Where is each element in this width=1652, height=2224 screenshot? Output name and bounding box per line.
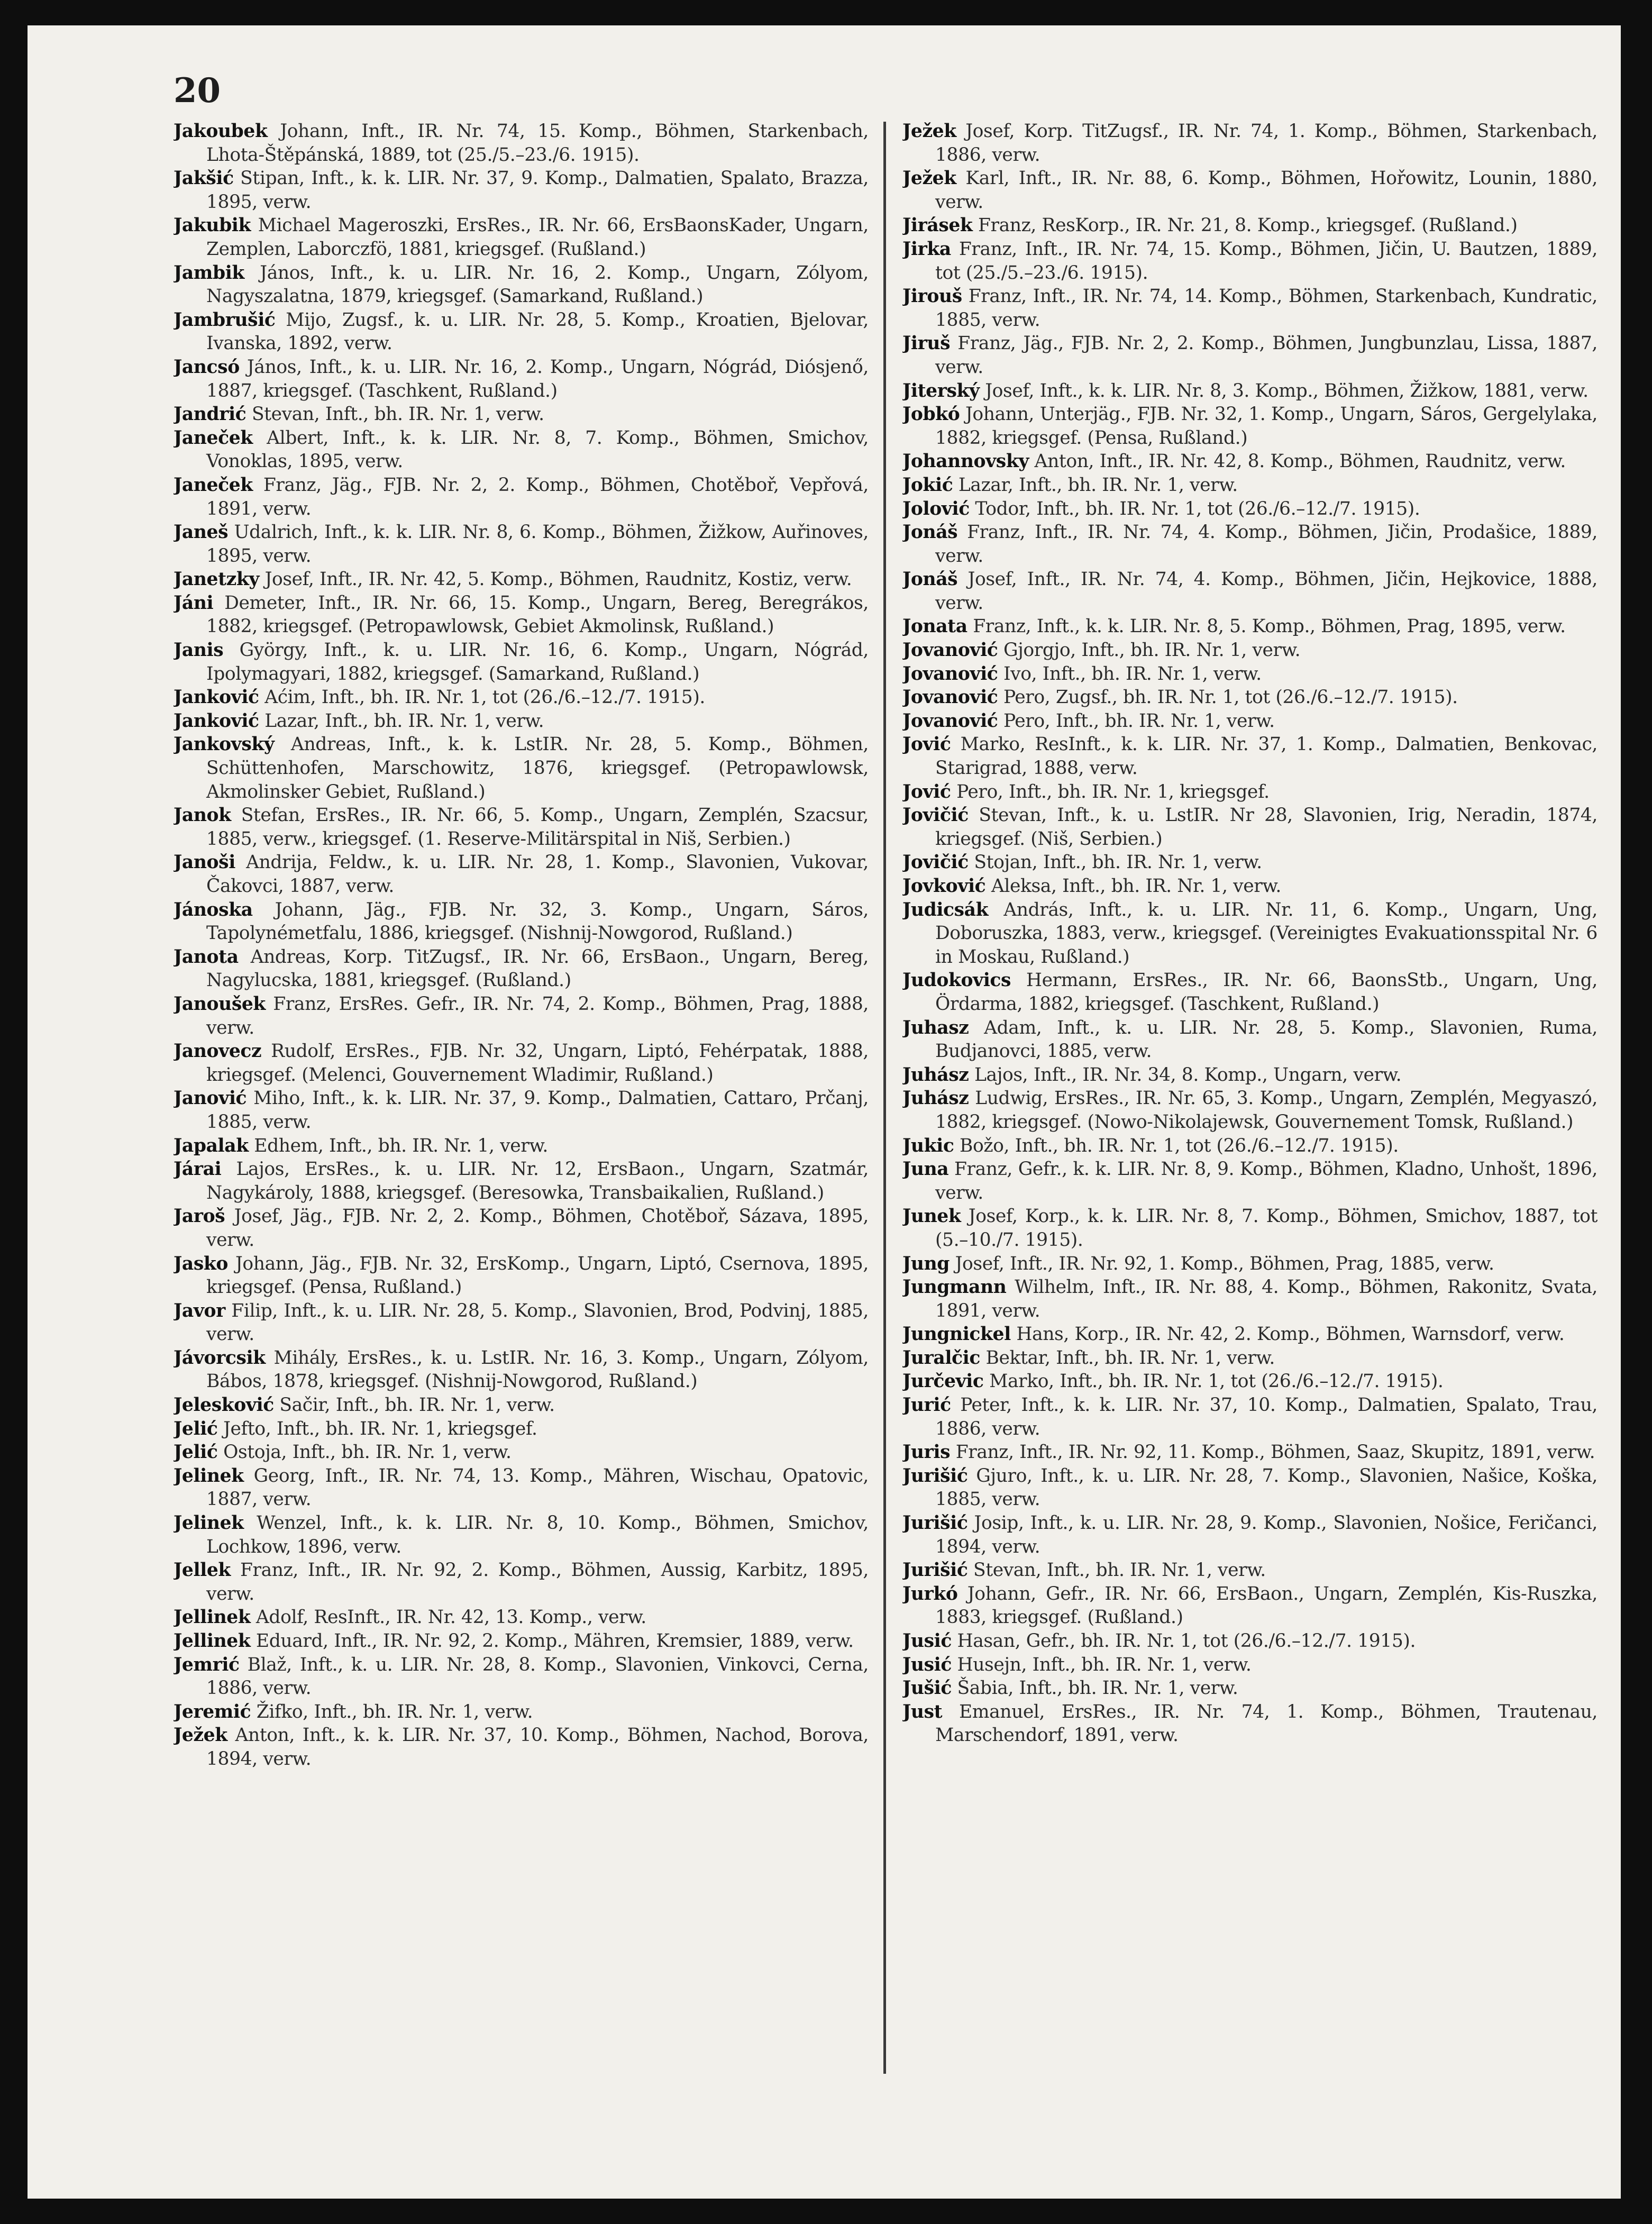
entry-details: Josef, Inft., IR. Nr. 42, 5. Komp., Böhmen, Raudnitz, Kostiz, verw. xyxy=(259,569,852,590)
entry-details: Josef, Inft., IR. Nr. 74, 4. Komp., Böhmen, Jičin, Hejkovice, 1888, verw. xyxy=(935,569,1598,614)
entry-details: Franz, Inft., k. k. LIR. Nr. 8, 5. Komp., Böhmen, Prag, 1895, verw. xyxy=(967,616,1566,637)
list-entry xyxy=(902,1676,1598,1700)
list-entry xyxy=(174,521,869,568)
list-entry xyxy=(902,568,1598,615)
entry-surname: Johannovsky xyxy=(902,451,1029,472)
list-entry xyxy=(174,1252,869,1299)
entry-details: Ivo, Inft., bh. IR. Nr. 1, verw. xyxy=(998,663,1262,685)
entry-surname: Jambik xyxy=(174,262,244,284)
list-entry xyxy=(174,1606,869,1629)
entry-details: Johann, Inft., IR. Nr. 74, 15. Komp., Böhmen, Starkenbach, Lhota-Štěpánská, 1889, tot (25./5.–23./6. 1915). xyxy=(206,121,869,166)
list-entry xyxy=(902,615,1598,639)
list-entry xyxy=(902,120,1598,167)
entry-surname: Jambrušić xyxy=(174,309,276,331)
list-entry xyxy=(902,332,1598,379)
entry-details: György, Inft., k. u. LIR. Nr. 16, 6. Komp., Ungarn, Nógrád, Ipolymagyari, 1882, kriegsgef. (Samarkand, Rußland.) xyxy=(206,640,869,685)
entry-details: Filip, Inft., k. u. LIR. Nr. 28, 5. Komp., Slavonien, Brod, Podvinj, 1885, verw. xyxy=(206,1300,869,1345)
entry-surname: Judokovics xyxy=(902,970,1011,991)
entry-surname: Judicsák xyxy=(902,899,989,920)
list-entry xyxy=(902,780,1598,804)
entry-details: Stefan, ErsRes., IR. Nr. 66, 5. Komp., Ungarn, Zemplén, Szacsur, 1885, verw., kriegsgef. (1. Reserve-Militärspital in Niš, Serbien.) xyxy=(206,805,869,850)
list-entry xyxy=(902,1370,1598,1393)
list-entry xyxy=(174,851,869,898)
list-entry xyxy=(902,1323,1598,1346)
list-entry xyxy=(902,1157,1598,1205)
list-entry xyxy=(174,1134,869,1158)
entry-details: Lazar, Inft., bh. IR. Nr. 1, verw. xyxy=(953,474,1238,496)
entry-details: Miho, Inft., k. k. LIR. Nr. 37, 9. Komp., Dalmatien, Cattaro, Prčanj, 1885, verw. xyxy=(206,1088,869,1133)
entry-surname: Jakubik xyxy=(174,215,251,236)
entry-details: Johann, Jäg., FJB. Nr. 32, ErsKomp., Ungarn, Liptó, Csernova, 1895, kriegsgef. (Pensa, Rußland.) xyxy=(206,1253,869,1298)
entry-details: Franz, Inft., IR. Nr. 92, 11. Komp., Böhmen, Saaz, Skupitz, 1891, verw. xyxy=(950,1442,1595,1463)
list-entry xyxy=(902,662,1598,686)
entry-details: Udalrich, Inft., k. k. LIR. Nr. 8, 6. Komp., Böhmen, Žižkow, Auřinoves, 1895, verw. xyxy=(206,522,869,567)
entry-surname: Jusić xyxy=(902,1654,952,1675)
entry-surname: Junek xyxy=(902,1206,961,1227)
list-entry xyxy=(902,1252,1598,1276)
entry-details: Andreas, Inft., k. k. LstIR. Nr. 28, 5. Komp., Böhmen, Schüttenhofen, Marschowitz, 1876, kriegsgef. (Petropawlowsk, Akmolinsker Gebiet, Rußland.) xyxy=(206,734,869,803)
list-entry xyxy=(902,379,1598,403)
right-column xyxy=(902,120,1598,1747)
list-entry xyxy=(174,167,869,214)
entry-details: Emanuel, ErsRes., IR. Nr. 74, 1. Komp., Böhmen, Trautenau, Marschendorf, 1891, verw. xyxy=(935,1701,1598,1746)
entry-surname: Juris xyxy=(902,1442,951,1463)
list-entry xyxy=(174,1464,869,1511)
entry-surname: Jelesković xyxy=(174,1394,274,1416)
list-entry xyxy=(902,521,1598,568)
entry-details: Andrija, Feldw., k. u. LIR. Nr. 28, 1. Komp., Slavonien, Vukovar, Čakovci, 1887, verw. xyxy=(206,852,869,897)
entry-details: Josef, Jäg., FJB. Nr. 2, 2. Komp., Böhmen, Chotěboř, Sázava, 1895, verw. xyxy=(206,1206,869,1251)
entry-surname: Jirka xyxy=(902,238,951,260)
list-entry xyxy=(174,403,869,426)
entry-details: Pero, Inft., bh. IR. Nr. 1, verw. xyxy=(998,710,1275,732)
entry-surname: Jeremić xyxy=(174,1701,251,1722)
entry-details: Sačir, Inft., bh. IR. Nr. 1, verw. xyxy=(273,1394,555,1416)
entry-surname: Juhasz xyxy=(902,1017,969,1038)
list-entry xyxy=(174,1724,869,1771)
entry-surname: Jellek xyxy=(174,1560,231,1581)
entry-details: Wenzel, Inft., k. k. LIR. Nr. 8, 10. Komp., Böhmen, Smichov, Lochkow, 1896, verw. xyxy=(206,1512,869,1557)
entry-surname: Juhász xyxy=(902,1064,969,1086)
list-entry xyxy=(902,403,1598,450)
entry-surname: Jonata xyxy=(902,616,968,637)
entry-details: Michael Mageroszki, ErsRes., IR. Nr. 66, ErsBaonsKader, Ungarn, Zemplen, Laborczfö, 1881, kriegsgef. (Rußland.) xyxy=(206,215,869,260)
entry-surname: Janis xyxy=(174,640,224,661)
entry-surname: Jušić xyxy=(902,1678,952,1699)
list-entry xyxy=(902,214,1598,238)
entry-surname: Ježek xyxy=(902,121,956,142)
entry-details: Anton, Inft., k. k. LIR. Nr. 37, 10. Komp., Böhmen, Nachod, Borova, 1894, verw. xyxy=(206,1725,869,1770)
entry-surname: Jiterský xyxy=(902,380,980,402)
list-entry xyxy=(902,450,1598,473)
list-entry xyxy=(174,214,869,261)
entry-details: Albert, Inft., k. k. LIR. Nr. 8, 7. Komp., Böhmen, Smichov, Vonoklas, 1895, verw. xyxy=(206,427,869,472)
entry-details: Gjorgjo, Inft., bh. IR. Nr. 1, verw. xyxy=(998,640,1301,661)
entry-details: Rudolf, ErsRes., FJB. Nr. 32, Ungarn, Liptó, Fehérpatak, 1888, kriegsgef. (Melenci, Gouvernement Wladimir, Rußland.) xyxy=(206,1041,869,1086)
list-entry xyxy=(174,1417,869,1441)
entry-surname: Javor xyxy=(174,1300,225,1321)
entry-surname: Janoši xyxy=(174,852,235,873)
list-entry xyxy=(902,1441,1598,1464)
entry-surname: Jungmann xyxy=(902,1277,1007,1298)
entry-surname: Jobkó xyxy=(902,404,960,425)
entry-details: Husejn, Inft., bh. IR. Nr. 1, verw. xyxy=(951,1654,1252,1675)
list-entry xyxy=(902,285,1598,332)
list-entry xyxy=(174,733,869,804)
list-entry xyxy=(902,969,1598,1016)
list-entry xyxy=(174,898,869,945)
entry-details: Šabia, Inft., bh. IR. Nr. 1, verw. xyxy=(951,1678,1238,1699)
list-entry xyxy=(902,1629,1598,1653)
entry-details: Lazar, Inft., bh. IR. Nr. 1, verw. xyxy=(259,710,544,732)
entry-surname: Jurkó xyxy=(902,1583,958,1605)
entry-surname: Jusić xyxy=(902,1630,952,1652)
entry-details: Anton, Inft., IR. Nr. 42, 8. Komp., Böhmen, Raudnitz, verw. xyxy=(1028,451,1566,472)
entry-details: Franz, Inft., IR. Nr. 74, 4. Komp., Böhmen, Jičin, Prodašice, 1889, verw. xyxy=(935,522,1598,567)
entry-details: Stevan, Inft., bh. IR. Nr. 1, verw. xyxy=(968,1560,1266,1581)
entry-surname: Janeček xyxy=(174,474,253,496)
entry-details: János, Inft., k. u. LIR. Nr. 16, 2. Komp., Ungarn, Zólyom, Nagyszalatna, 1879, kriegsgef. (Samarkand, Rußland.) xyxy=(206,262,869,307)
entry-details: Ludwig, ErsRes., IR. Nr. 65, 3. Komp., Ungarn, Zemplén, Megyaszó, 1882, kriegsgef. (Nowo-Nikolajewsk, Gouvernement Tomsk, Rußland.) xyxy=(935,1088,1598,1133)
entry-details: Franz, Inft., IR. Nr. 74, 14. Komp., Böhmen, Starkenbach, Kundratic, 1885, verw. xyxy=(935,286,1598,331)
entry-surname: Jelić xyxy=(174,1442,218,1463)
list-entry xyxy=(902,1393,1598,1441)
entry-surname: Janota xyxy=(174,946,239,968)
list-entry xyxy=(902,1464,1598,1511)
list-entry xyxy=(174,1511,869,1558)
list-entry xyxy=(902,1275,1598,1323)
list-entry xyxy=(174,804,869,851)
list-entry xyxy=(902,167,1598,214)
entry-surname: Jurišić xyxy=(902,1465,968,1487)
entry-details: Wilhelm, Inft., IR. Nr. 88, 4. Komp., Böhmen, Rakonitz, Svata, 1891, verw. xyxy=(935,1277,1598,1321)
entry-details: Hans, Korp., IR. Nr. 42, 2. Komp., Böhmen, Warnsdorf, verw. xyxy=(1010,1324,1565,1345)
list-entry xyxy=(902,497,1598,521)
entry-details: Pero, Inft., bh. IR. Nr. 1, kriegsgef. xyxy=(951,781,1270,803)
entry-surname: Just xyxy=(902,1701,943,1722)
entry-surname: Jávorcsik xyxy=(174,1347,266,1369)
list-entry xyxy=(902,1346,1598,1370)
list-entry xyxy=(902,1700,1598,1747)
entry-details: Franz, Jäg., FJB. Nr. 2, 2. Komp., Böhmen, Chotěboř, Vepřová, 1891, verw. xyxy=(206,474,869,519)
page-number: 20 xyxy=(174,71,221,111)
entry-surname: Janeček xyxy=(174,427,253,449)
entry-details: Blaž, Inft., k. u. LIR. Nr. 28, 8. Komp., Slavonien, Vinkovci, Cerna, 1886, verw. xyxy=(206,1654,869,1699)
list-entry xyxy=(174,1205,869,1252)
entry-details: Franz, Gefr., k. k. LIR. Nr. 8, 9. Komp., Böhmen, Kladno, Unhošt, 1896, verw. xyxy=(935,1159,1598,1204)
entry-surname: Jović xyxy=(902,781,951,803)
list-entry xyxy=(902,1582,1598,1629)
list-entry xyxy=(174,1441,869,1464)
entry-details: Stipan, Inft., k. k. LIR. Nr. 37, 9. Komp., Dalmatien, Spalato, Brazza, 1895, verw. xyxy=(206,168,869,213)
entry-surname: Jirásek xyxy=(902,215,973,236)
entry-details: Johann, Unterjäg., FJB. Nr. 32, 1. Komp., Ungarn, Sáros, Gergelylaka, 1882, kriegsgef. (Pensa, Rußland.) xyxy=(935,404,1598,449)
entry-details: Franz, ResKorp., IR. Nr. 21, 8. Komp., kriegsgef. (Rußland.) xyxy=(972,215,1518,236)
list-entry xyxy=(174,308,869,356)
list-entry xyxy=(174,591,869,639)
entry-surname: Janovecz xyxy=(174,1041,262,1062)
entry-surname: Jovičić xyxy=(902,852,969,873)
entry-details: Božo, Inft., bh. IR. Nr. 1, tot (26./6.–12./7. 1915). xyxy=(954,1135,1399,1156)
entry-surname: Jellinek xyxy=(174,1630,251,1652)
entry-details: Johann, Gefr., IR. Nr. 66, ErsBaon., Ungarn, Zemplén, Kis-Ruszka, 1883, kriegsgef. (Rußland.) xyxy=(935,1583,1598,1628)
entry-surname: Jakšić xyxy=(174,168,234,189)
entry-details: Andreas, Korp. TitZugsf., IR. Nr. 66, ErsBaon., Ungarn, Bereg, Nagylucska, 1881, kriegsgef. (Rußland.) xyxy=(206,946,869,991)
entry-details: Johann, Jäg., FJB. Nr. 32, 3. Komp., Ungarn, Sáros, Tapolynémetfalu, 1886, kriegsgef. (Nishnij-Nowgorod, Rußland.) xyxy=(206,899,869,944)
entry-details: Mihály, ErsRes., k. u. LstIR. Nr. 16, 3. Komp., Ungarn, Zólyom, Bábos, 1878, kriegsgef. (Nishnij-Nowgorod, Rußland.) xyxy=(206,1347,869,1392)
entry-details: Georg, Inft., IR. Nr. 74, 13. Komp., Mähren, Wischau, Opatovic, 1887, verw. xyxy=(206,1465,869,1510)
entry-details: Adam, Inft., k. u. LIR. Nr. 28, 5. Komp., Slavonien, Ruma, Budjanovci, 1885, verw. xyxy=(935,1017,1598,1062)
list-entry xyxy=(174,639,869,686)
list-entry xyxy=(174,1087,869,1134)
entry-surname: Jovanović xyxy=(902,710,998,732)
list-entry xyxy=(902,1087,1598,1134)
list-entry xyxy=(902,804,1598,851)
entry-surname: Jović xyxy=(902,734,951,755)
list-entry xyxy=(902,733,1598,780)
list-entry xyxy=(902,639,1598,662)
entry-details: Lajos, ErsRes., k. u. LIR. Nr. 12, ErsBaon., Ungarn, Szatmár, Nagykároly, 1888, kriegsgef. (Beresowka, Transbaikalien, Rußland.) xyxy=(206,1159,869,1204)
list-entry xyxy=(174,473,869,521)
entry-surname: Járai xyxy=(174,1159,222,1180)
entry-surname: Jovković xyxy=(902,876,986,897)
list-entry xyxy=(174,426,869,473)
entry-details: Pero, Zugsf., bh. IR. Nr. 1, tot (26./6.–12./7. 1915). xyxy=(998,687,1458,708)
entry-details: Mijo, Zugsf., k. u. LIR. Nr. 28, 5. Komp., Kroatien, Bjelovar, Ivanska, 1892, verw. xyxy=(206,309,869,354)
list-entry xyxy=(174,1653,869,1700)
entry-surname: Jovičić xyxy=(902,805,969,826)
list-entry xyxy=(902,1511,1598,1558)
entry-surname: Jovanović xyxy=(902,640,998,661)
list-entry xyxy=(902,709,1598,733)
list-entry xyxy=(174,356,869,403)
list-entry xyxy=(174,1157,869,1205)
entry-surname: Jakoubek xyxy=(174,121,268,142)
entry-details: Franz, ErsRes. Gefr., IR. Nr. 74, 2. Komp., Böhmen, Prag, 1888, verw. xyxy=(206,993,869,1038)
entry-details: Peter, Inft., k. k. LIR. Nr. 37, 10. Komp., Dalmatien, Spalato, Trau, 1886, verw. xyxy=(935,1394,1598,1439)
list-entry xyxy=(902,874,1598,898)
entry-surname: Jovanović xyxy=(902,663,998,685)
list-entry xyxy=(174,1393,869,1417)
entry-details: Josef, Inft., IR. Nr. 92, 1. Komp., Böhmen, Prag, 1885, verw. xyxy=(950,1253,1494,1274)
entry-surname: Jokić xyxy=(902,474,953,496)
list-entry xyxy=(902,851,1598,874)
entry-details: András, Inft., k. u. LIR. Nr. 11, 6. Komp., Ungarn, Ung, Doboruszka, 1883, verw., kriegsgef. (Vereinigtes Evakuationsspital Nr. 6 in Moskau, Rußland.) xyxy=(935,899,1598,968)
entry-surname: Jelinek xyxy=(174,1512,244,1534)
list-entry xyxy=(174,992,869,1040)
list-entry xyxy=(902,238,1598,285)
entry-surname: Jancsó xyxy=(174,356,240,378)
list-entry xyxy=(902,1063,1598,1087)
list-entry xyxy=(174,945,869,992)
entry-details: Bektar, Inft., bh. IR. Nr. 1, verw. xyxy=(980,1347,1275,1369)
entry-details: Jefto, Inft., bh. IR. Nr. 1, kriegsgef. xyxy=(217,1418,537,1439)
entry-surname: Jiruš xyxy=(902,333,951,354)
entry-surname: Jaroš xyxy=(174,1206,225,1227)
entry-surname: Jolović xyxy=(902,498,970,519)
entry-details: Josef, Korp., k. k. LIR. Nr. 8, 7. Komp., Böhmen, Smichov, 1887, tot (5.–10./7. 1915). xyxy=(935,1206,1598,1251)
list-entry xyxy=(902,1653,1598,1677)
entry-surname: Jurišić xyxy=(902,1512,968,1534)
entry-surname: Ježek xyxy=(174,1725,227,1746)
entry-surname: Jovanović xyxy=(902,687,998,708)
entry-details: Josef, Inft., k. k. LIR. Nr. 8, 3. Komp., Böhmen, Žižkow, 1881, verw. xyxy=(979,380,1589,402)
entry-details: Todor, Inft., bh. IR. Nr. 1, tot (26./6.–12./7. 1915). xyxy=(969,498,1420,519)
entry-surname: Jurić xyxy=(902,1394,951,1416)
list-entry xyxy=(174,1346,869,1393)
entry-surname: Jurišić xyxy=(902,1560,968,1581)
entry-details: Žifko, Inft., bh. IR. Nr. 1, verw. xyxy=(251,1701,533,1722)
entry-surname: Juhász xyxy=(902,1088,969,1109)
entry-details: Marko, Inft., bh. IR. Nr. 1, tot (26./6.–12./7. 1915). xyxy=(983,1371,1444,1392)
entry-details: Franz, Inft., IR. Nr. 92, 2. Komp., Böhmen, Aussig, Karbitz, 1895, verw. xyxy=(206,1560,869,1605)
entry-details: Marko, ResInft., k. k. LIR. Nr. 37, 1. Komp., Dalmatien, Benkovac, Starigrad, 1888, verw. xyxy=(935,734,1598,779)
entry-details: János, Inft., k. u. LIR. Nr. 16, 2. Komp., Ungarn, Nógrád, Diósjenő, 1887, kriegsgef. (Taschkent, Rußland.) xyxy=(206,356,869,402)
entry-details: Franz, Inft., IR. Nr. 74, 15. Komp., Böhmen, Jičin, U. Bautzen, 1889, tot (25./5.–23./6. 1915). xyxy=(935,238,1598,284)
entry-details: Stevan, Inft., bh. IR. Nr. 1, verw. xyxy=(246,404,544,425)
entry-surname: Janetzky xyxy=(174,569,259,590)
entry-surname: Jung xyxy=(902,1253,950,1274)
list-entry xyxy=(174,1558,869,1606)
entry-surname: Jemrić xyxy=(174,1654,240,1675)
entry-details: Ostoja, Inft., bh. IR. Nr. 1, verw. xyxy=(217,1442,512,1463)
entry-surname: Juna xyxy=(902,1159,949,1180)
entry-details: Eduard, Inft., IR. Nr. 92, 2. Komp., Mähren, Kremsier, 1889, verw. xyxy=(250,1630,854,1652)
entry-details: Franz, Jäg., FJB. Nr. 2, 2. Komp., Böhmen, Jungbunzlau, Lissa, 1887, verw. xyxy=(935,333,1598,378)
list-entry xyxy=(174,1299,869,1346)
entry-surname: Jonáš xyxy=(902,522,958,543)
entry-surname: Janeš xyxy=(174,522,229,543)
entry-surname: Jurčevic xyxy=(902,1371,984,1392)
entry-surname: Janok xyxy=(174,805,231,826)
entry-surname: Jukic xyxy=(902,1135,954,1156)
entry-details: Demeter, Inft., IR. Nr. 66, 15. Komp., Ungarn, Bereg, Beregrákos, 1882, kriegsgef. (Petropawlowsk, Gebiet Akmolinsk, Rußland.) xyxy=(206,592,869,637)
entry-details: Stevan, Inft., k. u. LstIR. Nr 28, Slavonien, Irig, Neradin, 1874, kriegsgef. (Niš, Serbien.) xyxy=(935,805,1598,850)
list-entry xyxy=(902,898,1598,969)
entry-details: Aleksa, Inft., bh. IR. Nr. 1, verw. xyxy=(985,876,1281,897)
entry-surname: Jelić xyxy=(174,1418,218,1439)
entry-details: Josip, Inft., k. u. LIR. Nr. 28, 9. Komp., Slavonien, Nošice, Feričanci, 1894, verw. xyxy=(935,1512,1598,1557)
entry-surname: Juralčic xyxy=(902,1347,980,1369)
entry-details: Stojan, Inft., bh. IR. Nr. 1, verw. xyxy=(968,852,1262,873)
entry-surname: Jasko xyxy=(174,1253,229,1274)
entry-surname: Jirouš xyxy=(902,286,962,307)
left-column xyxy=(174,120,869,1771)
entry-surname: Janović xyxy=(174,1088,247,1109)
entry-details: Hasan, Gefr., bh. IR. Nr. 1, tot (26./6.–12./7. 1915). xyxy=(951,1630,1416,1652)
entry-surname: Jelinek xyxy=(174,1465,244,1487)
list-entry xyxy=(902,473,1598,497)
list-entry xyxy=(902,686,1598,709)
list-entry xyxy=(902,1016,1598,1063)
entry-surname: Janković xyxy=(174,687,259,708)
entry-surname: Janoušek xyxy=(174,993,266,1015)
entry-surname: Jandrić xyxy=(174,404,247,425)
entry-surname: Ježek xyxy=(902,168,956,189)
list-entry xyxy=(174,568,869,591)
entry-details: Adolf, ResInft., IR. Nr. 42, 13. Komp., verw. xyxy=(250,1607,646,1628)
entry-surname: Jánoska xyxy=(174,899,253,920)
entry-surname: Janković xyxy=(174,710,259,732)
entry-details: Hermann, ErsRes., IR. Nr. 66, BaonsStb., Ungarn, Ung, Ördarma, 1882, kriegsgef. (Taschkent, Rußland.) xyxy=(935,970,1598,1015)
entry-surname: Jankovský xyxy=(174,734,275,755)
entry-details: Josef, Korp. TitZugsf., IR. Nr. 74, 1. Komp., Böhmen, Starkenbach, 1886, verw. xyxy=(935,121,1598,166)
entry-surname: Jungnickel xyxy=(902,1324,1011,1345)
list-entry xyxy=(174,1040,869,1087)
list-entry xyxy=(902,1205,1598,1252)
entry-details: Edhem, Inft., bh. IR. Nr. 1, verw. xyxy=(248,1135,548,1156)
column-divider xyxy=(883,122,886,2074)
entry-details: Lajos, Inft., IR. Nr. 34, 8. Komp., Ungarn, verw. xyxy=(969,1064,1402,1086)
list-entry xyxy=(174,120,869,167)
list-entry xyxy=(902,1558,1598,1582)
entry-details: Karl, Inft., IR. Nr. 88, 6. Komp., Böhmen, Hořowitz, Lounin, 1880, verw. xyxy=(935,168,1598,213)
list-entry xyxy=(174,686,869,709)
list-entry xyxy=(174,1629,869,1653)
page-sheet xyxy=(28,25,1621,2199)
list-entry xyxy=(174,709,869,733)
entry-surname: Jellinek xyxy=(174,1607,251,1628)
list-entry xyxy=(174,1700,869,1724)
entry-surname: Jáni xyxy=(174,592,214,614)
entry-details: Gjuro, Inft., k. u. LIR. Nr. 28, 7. Komp., Slavonien, Našice, Koška, 1885, verw. xyxy=(935,1465,1598,1510)
entry-surname: Japalak xyxy=(174,1135,249,1156)
list-entry xyxy=(902,1134,1598,1158)
entry-details: Aćim, Inft., bh. IR. Nr. 1, tot (26./6.–12./7. 1915). xyxy=(259,687,705,708)
list-entry xyxy=(174,261,869,308)
entry-surname: Jonáš xyxy=(902,569,958,590)
